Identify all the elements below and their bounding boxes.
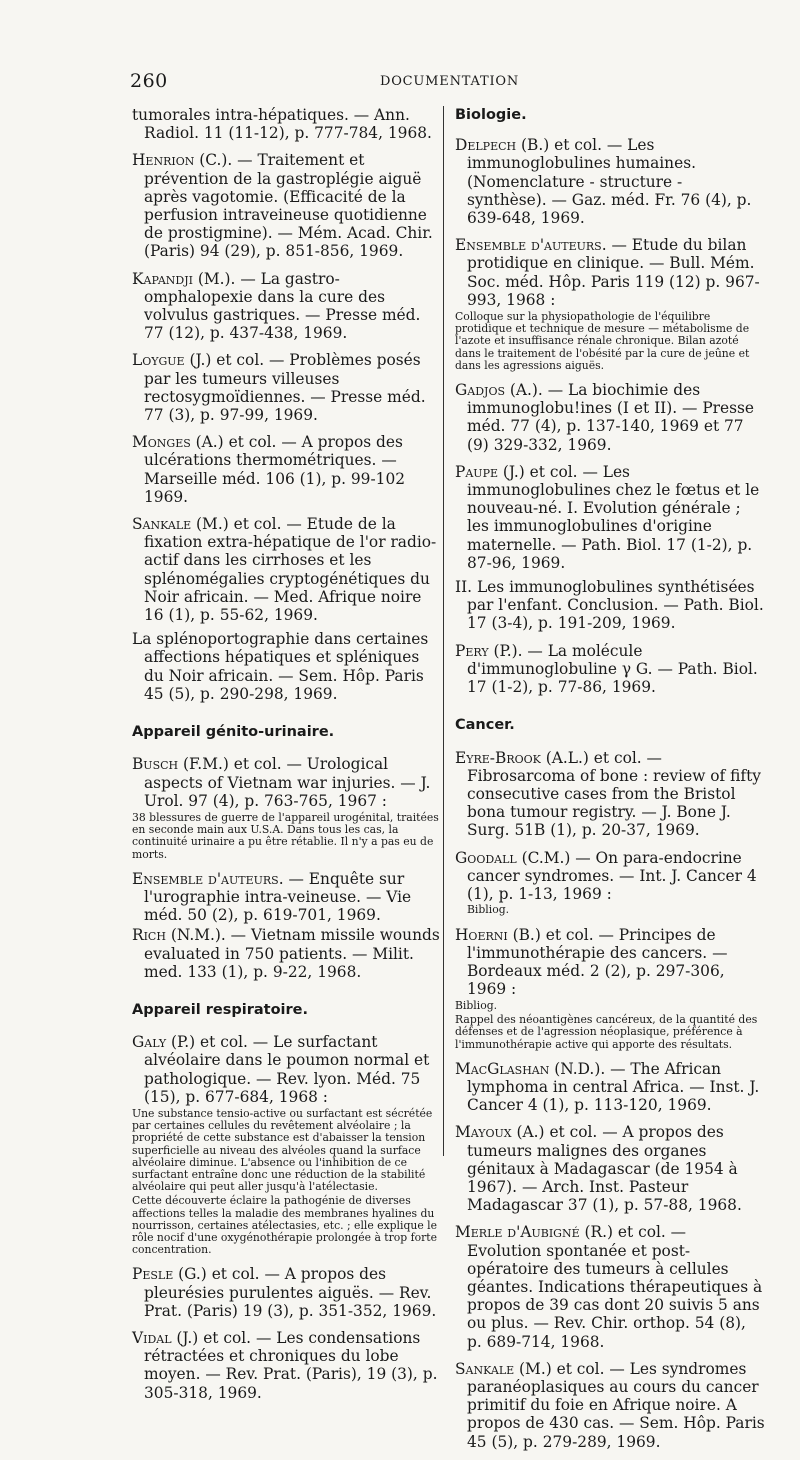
running-head: DOCUMENTATION	[380, 74, 520, 89]
reference-entry	[455, 381, 765, 454]
bibliography-note: Bibliog.	[455, 998, 498, 1012]
left-column	[132, 106, 440, 1411]
reference-text: et col. — Problèmes posés par les tumeurs villeuses rectosygmoïdiennes. — Presse méd. 77 (3), p. 97-99, 1969.	[144, 351, 426, 425]
reference-entry	[455, 849, 765, 917]
reference-entry	[455, 136, 765, 227]
reference-text: — Traitement et prévention de la gastroplégie aiguë après vagotomie. (Efficacité de la perfusion intraveineuse quotidienne de prostigmine). — Mém. Acad. Chir. (Paris) 94 (29), p. 851-856, 1969.	[144, 151, 433, 261]
section-heading: Cancer.	[455, 717, 515, 734]
reference-entry	[132, 151, 440, 260]
reference-author: Merle d'Aubigné (R.)	[455, 1223, 613, 1242]
reference-text: et col. — Les syndromes paranéoplasiques au cours du cancer primitif du foie en Afrique noire. A propos de 430 cas. — Sem. Hôp. Paris 45 (5), p. 279-289, 1969.	[467, 1359, 765, 1451]
reference-author: Gadjos (A.).	[455, 381, 543, 400]
reference-text: et col. — A propos des ulcérations thermométriques. — Marseille méd. 106 (1), p. 99-102 1969.	[144, 433, 406, 506]
reference-author: Mayoux (A.)	[455, 1123, 545, 1142]
reference-text: et col. — Les condensations rétractées et chroniques du lobe moyen. — Rev. Prat. (Paris), 19 (3), p. 305-318, 1969.	[144, 1329, 438, 1402]
reference-entry	[132, 433, 440, 506]
reference-text: — La gastro-omphalopexie dans la cure des volvulus gastriques. — Presse méd. 77 (12), p. 437-438, 1969.	[144, 269, 421, 343]
reference-author: Rich (N.M.).	[132, 926, 226, 945]
reference-entry	[455, 926, 765, 1051]
reference-entry	[455, 642, 765, 697]
reference-author: Delpech (B.)	[455, 136, 550, 155]
section-heading: Appareil génito-urinaire.	[132, 724, 335, 741]
reference-text: — On para-endocrine cancer syndromes. — Int. J. Cancer 4 (1), p. 1-13, 1969 :	[467, 848, 757, 903]
reference-author: Eyre-Brook (A.L.)	[455, 748, 589, 767]
reference-entry	[132, 106, 440, 142]
reference-author: Henrion (C.).	[132, 151, 233, 170]
reference-text: — Enquête sur l'urographie intra-veineuse. — Vie méd. 50 (2), p. 619-701, 1969.	[144, 869, 412, 925]
reference-entry	[132, 351, 440, 424]
reference-entry	[455, 463, 765, 633]
reference-text: et col. — Etude de la fixation extra-hépatique de l'or radio-actif dans les cirrhoses et les splénomégalies cryptogénétiques du Noir africain. — Med. Afrique noire 16 (1), p. 55-62, 1969.	[144, 515, 437, 625]
reference-text: — The African lymphoma in central Africa. — Inst. J. Cancer 4 (1), p. 113-120, 1969.	[467, 1059, 760, 1115]
reference-text: et col. — Les immunoglobulines chez le fœtus et le nouveau-né. I. Evolution générale ; les immunoglobulines d'origine maternelle. — Path. Biol. 17 (1-2), p. 87-96, 1969.	[467, 462, 760, 572]
section-heading: Appareil respiratoire.	[132, 1001, 308, 1018]
reference-text: et col. — Les immunoglobulines humaines. (Nomenclature - structure - synthèse). — Gaz. méd. Fr. 76 (4), p. 639-648, 1969.	[467, 136, 752, 228]
reference-abstract: Rappel des néoantigènes cancéreux, de la quantité des défenses et de l'agression néoplasique, préférence à l'immunothérapie active qui apporte des résultats.	[455, 1013, 758, 1051]
reference-abstract: Colloque sur la physiopathologie de l'équilibre protidique et technique de mesure — métabolisme de l'azote et insuffisance rénale chronique. Bilan azoté dans le traitement de l'obésité par la cure de jeûne et dans les agressions aiguës.	[455, 310, 750, 372]
reference-entry	[455, 1223, 765, 1350]
reference-subentry: II. Les immunoglobulines synthétisées par l'enfant. Conclusion. — Path. Biol. 17 (3-4), p. 191-209, 1969.	[455, 578, 764, 633]
column-divider	[443, 106, 444, 1156]
reference-entry	[455, 236, 765, 372]
reference-text: — La biochimie des immunoglobu!ines (I et II). — Presse méd. 77 (4), p. 137-140, 1969 et 77 (9) 329-332, 1969.	[467, 381, 755, 454]
reference-author: Sankale (M.)	[132, 515, 229, 534]
reference-text: tumorales intra-hépatiques. — Ann. Radiol. 11 (11-12), p. 777-784, 1968.	[132, 106, 432, 143]
reference-abstract: Cette découverte éclaire la pathogénie de diverses affections telles la maladie des membranes hyalines du nourrisson, certaines atélectasies, etc. ; elle explique le rôle nocif d'une oxygénothérapie prolongée à trop forte concentration.	[132, 1194, 438, 1257]
reference-entry	[132, 515, 440, 703]
reference-abstract: Une substance tensio-active ou surfactant est sécrétée par certaines cellules du revêtement alvéolaire ; la propriété de cette substance est d'abaisser la tension superficielle au niveau des alvéoles quand la surface alvéolaire diminue. L'absence ou l'inhibition de ce surfactant entraîne donc une réduction de la stabilité alvéolaire qui peut aller jusqu'à l'atélectasie.	[132, 1106, 433, 1194]
reference-entry	[132, 755, 440, 860]
reference-author: Galy (P.)	[132, 1033, 196, 1052]
reference-text: et col. — Evolution spontanée et post-opératoire des tumeurs à cellules géantes. Indications thérapeutiques à propos de 39 cas dont 20 suivis 5 ans ou plus. — Rev. Chir. orthop. 54 (8), p. 689-714, 1968.	[467, 1223, 763, 1351]
reference-text: et col. — Urological aspects of Vietnam war injuries. — J. Urol. 97 (4), p. 763-765, 1967 :	[144, 755, 431, 810]
reference-author: Loygue (J.)	[132, 351, 212, 370]
right-column	[455, 106, 765, 1460]
reference-entry	[455, 749, 765, 840]
reference-author: Vidal (J.)	[132, 1329, 199, 1347]
reference-text: et col. — Le surfactant alvéolaire dans le poumon normal et pathologique. — Rev. lyon. Méd. 75 (15), p. 677-684, 1968 :	[144, 1033, 430, 1106]
reference-text: — La molécule d'immunoglobuline γ G. — Path. Biol. 17 (1-2), p. 77-86, 1969.	[467, 641, 758, 697]
reference-text: et col. — A propos des pleurésies purulentes aiguës. — Rev. Prat. (Paris) 19 (3), p. 351-352, 1969.	[144, 1265, 437, 1320]
reference-entry	[132, 926, 440, 981]
reference-author: Ensemble d'auteurs.	[455, 236, 607, 255]
reference-entry	[132, 1265, 440, 1320]
reference-text: — Etude du bilan protidique en clinique. — Bull. Mém. Soc. méd. Hôp. Paris 119 (12) p. 967-993, 1968 :	[467, 236, 760, 309]
reference-entry	[132, 870, 440, 925]
reference-author: Hoerni (B.)	[455, 925, 541, 944]
reference-entry	[132, 270, 440, 343]
reference-author: Busch (F.M.)	[132, 755, 229, 774]
reference-entry	[455, 1123, 765, 1214]
reference-author: Pesle (G.)	[132, 1265, 207, 1284]
reference-subentry: La splénoportographie dans certaines affections hépatiques et spléniques du Noir africain. — Sem. Hôp. Paris 45 (5), p. 290-298, 1969.	[132, 630, 429, 703]
reference-entry	[132, 1033, 440, 1256]
reference-text: et col. — Fibrosarcoma of bone : review of fifty consecutive cases from the Bristol bona tumour registry. — J. Bone J. Surg. 51B (1), p. 20-37, 1969.	[467, 748, 761, 840]
reference-entry	[455, 1360, 765, 1451]
reference-author: Goodall (C.M.)	[455, 848, 571, 867]
reference-author: Monges (A.)	[132, 433, 224, 452]
reference-author: Ensemble d'auteurs.	[132, 869, 284, 888]
reference-author: Pery (P.).	[455, 641, 523, 660]
reference-author: Sankale (M.)	[455, 1359, 552, 1378]
reference-author: Kapandji (M.).	[132, 269, 236, 288]
section-heading: Biologie.	[455, 107, 527, 123]
reference-text: et col. — Principes de l'immunothérapie des cancers. — Bordeaux méd. 2 (2), p. 297-306, 1969 :	[467, 925, 728, 999]
reference-text: — Vietnam missile wounds evaluated in 750 patients. — Milit. med. 133 (1), p. 9-22, 1968.	[144, 926, 440, 981]
reference-abstract: 38 blessures de guerre de l'appareil urogénital, traitées en seconde main aux U.S.A. Dans tous les cas, la continuité urinaire a pu être rétablie. Il n'y a pas eu de morts.	[132, 810, 439, 861]
reference-entry	[455, 1060, 765, 1115]
bibliography-note: Bibliog.	[467, 903, 510, 917]
reference-entry	[132, 1329, 440, 1402]
reference-author: MacGlashan (N.D.).	[455, 1059, 606, 1078]
reference-author: Paupe (J.)	[455, 462, 525, 481]
page-number: 260	[130, 70, 168, 92]
reference-text: et col. — A propos des tumeurs malignes des organes génitaux à Madagascar (de 1954 à 1967). — Arch. Inst. Pasteur Madagascar 37 (1), p. 57-88, 1968.	[467, 1123, 742, 1215]
